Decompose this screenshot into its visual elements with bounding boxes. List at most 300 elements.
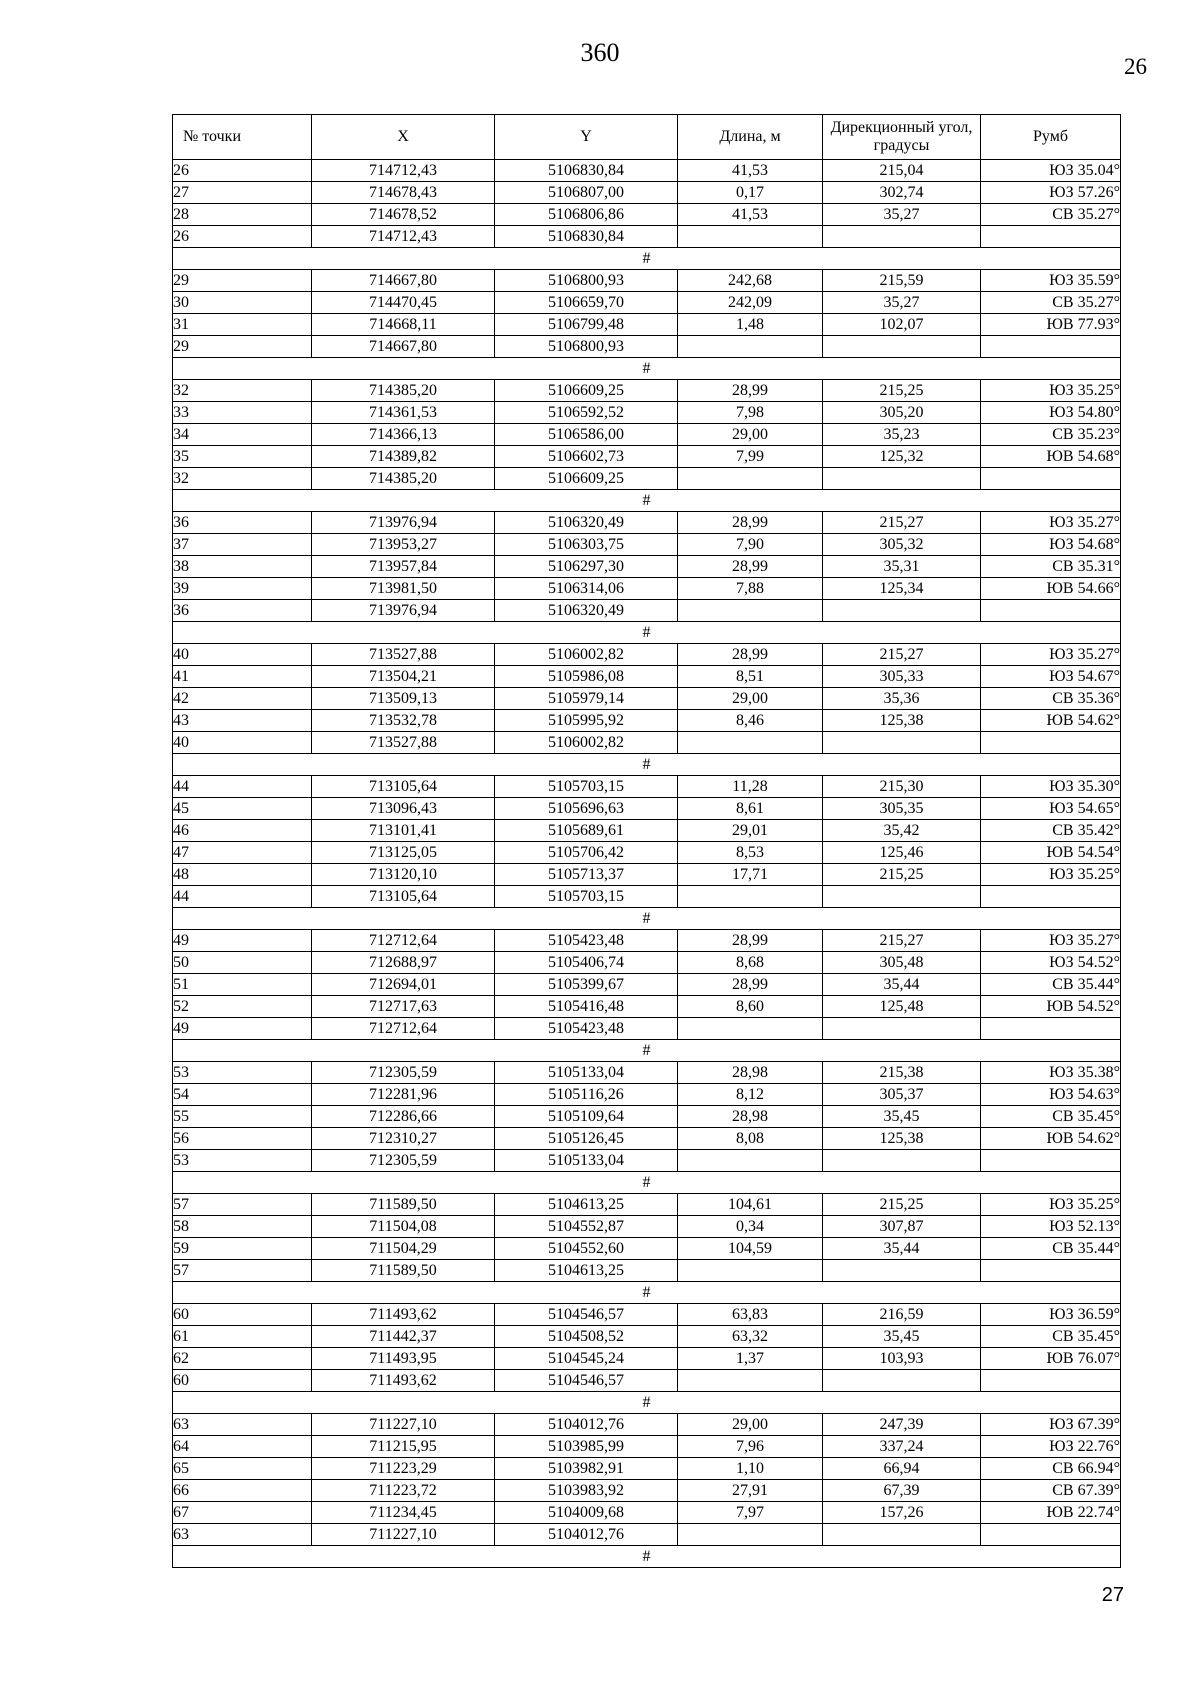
x-cell: 714712,43 — [312, 226, 495, 248]
separator-cell: # — [173, 754, 1121, 776]
rumb-cell: СВ 35.31° — [981, 556, 1121, 578]
separator-row — [173, 1392, 1121, 1414]
y-cell: 5105713,37 — [495, 864, 678, 886]
point-number-cell: 51 — [173, 974, 312, 996]
y-cell: 5104552,87 — [495, 1216, 678, 1238]
point-number-cell: 56 — [173, 1128, 312, 1150]
length-cell: 104,61 — [678, 1194, 823, 1216]
rumb-cell: ЮВ 54.52° — [981, 996, 1121, 1018]
separator-row — [173, 1546, 1121, 1568]
separator-row — [173, 1282, 1121, 1304]
y-cell: 5106806,86 — [495, 204, 678, 226]
angle-cell: 66,94 — [823, 1458, 981, 1480]
point-number-cell: 63 — [173, 1524, 312, 1546]
rumb-cell: ЮЗ 54.67° — [981, 666, 1121, 688]
x-cell: 711442,37 — [312, 1326, 495, 1348]
point-number-cell: 32 — [173, 468, 312, 490]
y-cell: 5105399,67 — [495, 974, 678, 996]
angle-cell: 35,45 — [823, 1106, 981, 1128]
point-number-cell: 57 — [173, 1260, 312, 1282]
length-cell: 27,91 — [678, 1480, 823, 1502]
x-cell: 711493,95 — [312, 1348, 495, 1370]
point-number-cell: 67 — [173, 1502, 312, 1524]
x-cell: 713101,41 — [312, 820, 495, 842]
y-cell: 5106609,25 — [495, 468, 678, 490]
x-cell: 713504,21 — [312, 666, 495, 688]
separator-row — [173, 248, 1121, 270]
table-row — [173, 952, 1121, 974]
point-number-cell: 26 — [173, 160, 312, 182]
y-cell: 5104552,60 — [495, 1238, 678, 1260]
x-cell: 713976,94 — [312, 512, 495, 534]
table-row — [173, 732, 1121, 754]
angle-cell: 103,93 — [823, 1348, 981, 1370]
table-row — [173, 974, 1121, 996]
table-row — [173, 1018, 1121, 1040]
point-number-cell: 28 — [173, 204, 312, 226]
rumb-cell: ЮЗ 54.68° — [981, 534, 1121, 556]
separator-row — [173, 754, 1121, 776]
length-cell: 29,00 — [678, 424, 823, 446]
length-cell: 7,97 — [678, 1502, 823, 1524]
table-row — [173, 160, 1121, 182]
angle-cell: 302,74 — [823, 182, 981, 204]
point-number-cell: 29 — [173, 336, 312, 358]
page-number-top: 360 — [580, 38, 620, 67]
y-cell: 5106609,25 — [495, 380, 678, 402]
table-row — [173, 666, 1121, 688]
length-cell: 63,83 — [678, 1304, 823, 1326]
angle-cell: 215,25 — [823, 1194, 981, 1216]
point-number-cell: 35 — [173, 446, 312, 468]
length-cell: 8,68 — [678, 952, 823, 974]
length-cell: 41,53 — [678, 204, 823, 226]
angle-cell — [823, 226, 981, 248]
length-cell: 1,10 — [678, 1458, 823, 1480]
rumb-cell: СВ 35.23° — [981, 424, 1121, 446]
rumb-cell: ЮЗ 54.80° — [981, 402, 1121, 424]
point-number-cell: 37 — [173, 534, 312, 556]
point-number-cell: 40 — [173, 644, 312, 666]
rumb-cell: ЮЗ 35.04° — [981, 160, 1121, 182]
angle-cell: 215,27 — [823, 512, 981, 534]
point-number-cell: 46 — [173, 820, 312, 842]
rumb-cell — [981, 1260, 1121, 1282]
point-number-cell: 42 — [173, 688, 312, 710]
x-cell: 714470,45 — [312, 292, 495, 314]
y-cell: 5106002,82 — [495, 644, 678, 666]
y-cell: 5106320,49 — [495, 600, 678, 622]
y-cell: 5104546,57 — [495, 1370, 678, 1392]
x-cell: 714361,53 — [312, 402, 495, 424]
separator-row — [173, 1040, 1121, 1062]
rumb-cell: СВ 35.45° — [981, 1106, 1121, 1128]
separator-cell: # — [173, 1392, 1121, 1414]
y-cell: 5105689,61 — [495, 820, 678, 842]
table-row — [173, 1458, 1121, 1480]
x-cell: 712281,96 — [312, 1084, 495, 1106]
length-cell — [678, 468, 823, 490]
x-cell: 713105,64 — [312, 886, 495, 908]
table-row — [173, 710, 1121, 732]
header-point-number: № точки — [173, 115, 312, 160]
table-row — [173, 534, 1121, 556]
angle-cell: 305,37 — [823, 1084, 981, 1106]
angle-cell: 35,42 — [823, 820, 981, 842]
point-number-cell: 49 — [173, 1018, 312, 1040]
y-cell: 5105133,04 — [495, 1062, 678, 1084]
length-cell — [678, 600, 823, 622]
x-cell: 713120,10 — [312, 864, 495, 886]
y-cell: 5106800,93 — [495, 270, 678, 292]
length-cell: 63,32 — [678, 1326, 823, 1348]
y-cell: 5104613,25 — [495, 1260, 678, 1282]
rumb-cell: ЮЗ 52.13° — [981, 1216, 1121, 1238]
point-number-cell: 36 — [173, 600, 312, 622]
angle-cell: 305,20 — [823, 402, 981, 424]
y-cell: 5103983,92 — [495, 1480, 678, 1502]
length-cell — [678, 1150, 823, 1172]
table-row — [173, 424, 1121, 446]
point-number-cell: 31 — [173, 314, 312, 336]
y-cell: 5104012,76 — [495, 1524, 678, 1546]
table-row — [173, 1436, 1121, 1458]
x-cell: 713532,78 — [312, 710, 495, 732]
length-cell: 7,99 — [678, 446, 823, 468]
length-cell: 7,96 — [678, 1436, 823, 1458]
length-cell — [678, 1524, 823, 1546]
length-cell — [678, 1018, 823, 1040]
table-row — [173, 556, 1121, 578]
table-row — [173, 886, 1121, 908]
x-cell: 711504,08 — [312, 1216, 495, 1238]
length-cell: 242,09 — [678, 292, 823, 314]
x-cell: 712310,27 — [312, 1128, 495, 1150]
x-cell: 714667,80 — [312, 336, 495, 358]
table-row — [173, 314, 1121, 336]
point-number-cell: 52 — [173, 996, 312, 1018]
angle-cell: 337,24 — [823, 1436, 981, 1458]
angle-cell: 215,04 — [823, 160, 981, 182]
x-cell: 712305,59 — [312, 1062, 495, 1084]
rumb-cell: ЮВ 54.62° — [981, 1128, 1121, 1150]
angle-cell — [823, 1018, 981, 1040]
y-cell: 5106830,84 — [495, 226, 678, 248]
angle-cell: 125,38 — [823, 710, 981, 732]
length-cell: 28,99 — [678, 930, 823, 952]
rumb-cell: ЮЗ 67.39° — [981, 1414, 1121, 1436]
length-cell — [678, 732, 823, 754]
y-cell: 5103982,91 — [495, 1458, 678, 1480]
table-row — [173, 226, 1121, 248]
point-number-cell: 66 — [173, 1480, 312, 1502]
point-number-cell: 40 — [173, 732, 312, 754]
table-row — [173, 644, 1121, 666]
point-number-cell: 34 — [173, 424, 312, 446]
rumb-cell: СВ 67.39° — [981, 1480, 1121, 1502]
point-number-cell: 64 — [173, 1436, 312, 1458]
table-row — [173, 1128, 1121, 1150]
y-cell: 5105423,48 — [495, 930, 678, 952]
length-cell: 0,34 — [678, 1216, 823, 1238]
rumb-cell: ЮЗ 35.38° — [981, 1062, 1121, 1084]
length-cell — [678, 336, 823, 358]
angle-cell — [823, 1150, 981, 1172]
y-cell: 5104545,24 — [495, 1348, 678, 1370]
table-row — [173, 1502, 1121, 1524]
angle-cell: 35,44 — [823, 1238, 981, 1260]
table-row — [173, 182, 1121, 204]
table-row — [173, 1238, 1121, 1260]
y-cell: 5105423,48 — [495, 1018, 678, 1040]
angle-cell: 247,39 — [823, 1414, 981, 1436]
table-row — [173, 512, 1121, 534]
rumb-cell: ЮЗ 35.59° — [981, 270, 1121, 292]
rumb-cell: ЮВ 54.62° — [981, 710, 1121, 732]
length-cell: 28,99 — [678, 556, 823, 578]
table-header-row — [173, 115, 1121, 160]
length-cell: 28,99 — [678, 512, 823, 534]
table-row — [173, 1216, 1121, 1238]
table-row — [173, 1524, 1121, 1546]
angle-cell — [823, 732, 981, 754]
angle-cell: 305,32 — [823, 534, 981, 556]
y-cell: 5106602,73 — [495, 446, 678, 468]
x-cell: 714712,43 — [312, 160, 495, 182]
x-cell: 713509,13 — [312, 688, 495, 710]
table-row — [173, 820, 1121, 842]
point-number-cell: 44 — [173, 776, 312, 798]
angle-cell: 307,87 — [823, 1216, 981, 1238]
rumb-cell: ЮВ 54.54° — [981, 842, 1121, 864]
page-number-right: 26 — [1124, 54, 1147, 79]
angle-cell — [823, 600, 981, 622]
length-cell: 8,46 — [678, 710, 823, 732]
length-cell: 29,00 — [678, 1414, 823, 1436]
x-cell: 713976,94 — [312, 600, 495, 622]
y-cell: 5106320,49 — [495, 512, 678, 534]
angle-cell: 125,46 — [823, 842, 981, 864]
length-cell: 28,98 — [678, 1106, 823, 1128]
length-cell: 8,08 — [678, 1128, 823, 1150]
y-cell: 5106800,93 — [495, 336, 678, 358]
angle-cell: 157,26 — [823, 1502, 981, 1524]
length-cell: 8,60 — [678, 996, 823, 1018]
table-row — [173, 776, 1121, 798]
point-number-cell: 48 — [173, 864, 312, 886]
separator-row — [173, 1172, 1121, 1194]
point-number-cell: 53 — [173, 1062, 312, 1084]
x-cell: 711227,10 — [312, 1414, 495, 1436]
table-row — [173, 1106, 1121, 1128]
table-row — [173, 446, 1121, 468]
length-cell: 8,61 — [678, 798, 823, 820]
rumb-cell: СВ 35.36° — [981, 688, 1121, 710]
table-row — [173, 1348, 1121, 1370]
length-cell: 8,53 — [678, 842, 823, 864]
angle-cell: 215,30 — [823, 776, 981, 798]
x-cell: 711223,72 — [312, 1480, 495, 1502]
rumb-cell: СВ 35.42° — [981, 820, 1121, 842]
x-cell: 714667,80 — [312, 270, 495, 292]
table-row — [173, 1260, 1121, 1282]
angle-cell: 215,27 — [823, 644, 981, 666]
angle-cell: 216,59 — [823, 1304, 981, 1326]
point-number-cell: 36 — [173, 512, 312, 534]
point-number-cell: 39 — [173, 578, 312, 600]
x-cell: 711493,62 — [312, 1304, 495, 1326]
y-cell: 5104613,25 — [495, 1194, 678, 1216]
x-cell: 713125,05 — [312, 842, 495, 864]
y-cell: 5106592,52 — [495, 402, 678, 424]
table-row — [173, 380, 1121, 402]
angle-cell: 215,38 — [823, 1062, 981, 1084]
separator-cell: # — [173, 908, 1121, 930]
rumb-cell: ЮВ 22.74° — [981, 1502, 1121, 1524]
point-number-cell: 60 — [173, 1304, 312, 1326]
length-cell: 8,51 — [678, 666, 823, 688]
y-cell: 5104009,68 — [495, 1502, 678, 1524]
rumb-cell — [981, 1018, 1121, 1040]
point-number-cell: 47 — [173, 842, 312, 864]
separator-cell: # — [173, 490, 1121, 512]
length-cell: 28,99 — [678, 974, 823, 996]
angle-cell — [823, 886, 981, 908]
x-cell: 714678,43 — [312, 182, 495, 204]
y-cell: 5105116,26 — [495, 1084, 678, 1106]
length-cell: 1,48 — [678, 314, 823, 336]
table-row — [173, 1150, 1121, 1172]
rumb-cell — [981, 468, 1121, 490]
y-cell: 5105109,64 — [495, 1106, 678, 1128]
point-number-cell: 57 — [173, 1194, 312, 1216]
rumb-cell: ЮЗ 36.59° — [981, 1304, 1121, 1326]
page-number-bottom: 27 — [1101, 1584, 1124, 1606]
coordinates-table — [172, 114, 1121, 1568]
rumb-cell: ЮЗ 35.25° — [981, 1194, 1121, 1216]
rumb-cell — [981, 336, 1121, 358]
rumb-cell: ЮЗ 35.25° — [981, 864, 1121, 886]
x-cell: 713981,50 — [312, 578, 495, 600]
table-row — [173, 1304, 1121, 1326]
x-cell: 713096,43 — [312, 798, 495, 820]
point-number-cell: 63 — [173, 1414, 312, 1436]
table-row — [173, 1414, 1121, 1436]
point-number-cell: 60 — [173, 1370, 312, 1392]
rumb-cell: СВ 35.45° — [981, 1326, 1121, 1348]
x-cell: 713953,27 — [312, 534, 495, 556]
length-cell — [678, 1370, 823, 1392]
y-cell: 5105703,15 — [495, 886, 678, 908]
x-cell: 713527,88 — [312, 732, 495, 754]
x-cell: 712305,59 — [312, 1150, 495, 1172]
length-cell: 17,71 — [678, 864, 823, 886]
rumb-cell: СВ 35.27° — [981, 292, 1121, 314]
rumb-cell — [981, 226, 1121, 248]
point-number-cell: 43 — [173, 710, 312, 732]
angle-cell: 125,48 — [823, 996, 981, 1018]
point-number-cell: 65 — [173, 1458, 312, 1480]
point-number-cell: 62 — [173, 1348, 312, 1370]
table-row — [173, 864, 1121, 886]
angle-cell: 215,25 — [823, 380, 981, 402]
rumb-cell — [981, 1524, 1121, 1546]
x-cell: 711493,62 — [312, 1370, 495, 1392]
separator-cell: # — [173, 1546, 1121, 1568]
point-number-cell: 44 — [173, 886, 312, 908]
length-cell — [678, 1260, 823, 1282]
length-cell: 7,98 — [678, 402, 823, 424]
x-cell: 714366,13 — [312, 424, 495, 446]
table-row — [173, 204, 1121, 226]
length-cell: 7,90 — [678, 534, 823, 556]
rumb-cell: ЮЗ 35.27° — [981, 512, 1121, 534]
table-row — [173, 688, 1121, 710]
x-cell: 714389,82 — [312, 446, 495, 468]
rumb-cell: ЮЗ 35.27° — [981, 930, 1121, 952]
table-row — [173, 1370, 1121, 1392]
point-number-cell: 54 — [173, 1084, 312, 1106]
table-row — [173, 1326, 1121, 1348]
angle-cell — [823, 1524, 981, 1546]
length-cell: 41,53 — [678, 160, 823, 182]
point-number-cell: 55 — [173, 1106, 312, 1128]
x-cell: 712712,64 — [312, 1018, 495, 1040]
angle-cell: 102,07 — [823, 314, 981, 336]
y-cell: 5104012,76 — [495, 1414, 678, 1436]
y-cell: 5106830,84 — [495, 160, 678, 182]
y-cell: 5105995,92 — [495, 710, 678, 732]
y-cell: 5105696,63 — [495, 798, 678, 820]
rumb-cell — [981, 600, 1121, 622]
rumb-cell: ЮВ 54.68° — [981, 446, 1121, 468]
point-number-cell: 30 — [173, 292, 312, 314]
y-cell: 5106659,70 — [495, 292, 678, 314]
x-cell: 713527,88 — [312, 644, 495, 666]
point-number-cell: 27 — [173, 182, 312, 204]
point-number-cell: 32 — [173, 380, 312, 402]
angle-cell — [823, 336, 981, 358]
length-cell: 29,00 — [678, 688, 823, 710]
table-row — [173, 468, 1121, 490]
x-cell: 712688,97 — [312, 952, 495, 974]
y-cell: 5106586,00 — [495, 424, 678, 446]
angle-cell: 35,27 — [823, 292, 981, 314]
point-number-cell: 45 — [173, 798, 312, 820]
header-rumb: Румб — [981, 115, 1121, 160]
point-number-cell: 49 — [173, 930, 312, 952]
table-row — [173, 1194, 1121, 1216]
rumb-cell: ЮЗ 22.76° — [981, 1436, 1121, 1458]
header-direction-angle: Дирекционный угол, градусы — [823, 115, 981, 160]
point-number-cell: 33 — [173, 402, 312, 424]
y-cell: 5105979,14 — [495, 688, 678, 710]
table-body — [173, 160, 1121, 1568]
length-cell: 29,01 — [678, 820, 823, 842]
y-cell: 5105133,04 — [495, 1150, 678, 1172]
angle-cell: 215,59 — [823, 270, 981, 292]
point-number-cell: 58 — [173, 1216, 312, 1238]
separator-row — [173, 908, 1121, 930]
table-row — [173, 270, 1121, 292]
rumb-cell — [981, 886, 1121, 908]
rumb-cell: СВ 35.27° — [981, 204, 1121, 226]
angle-cell: 305,48 — [823, 952, 981, 974]
y-cell: 5105126,45 — [495, 1128, 678, 1150]
rumb-cell — [981, 1150, 1121, 1172]
angle-cell: 125,32 — [823, 446, 981, 468]
table-row — [173, 996, 1121, 1018]
